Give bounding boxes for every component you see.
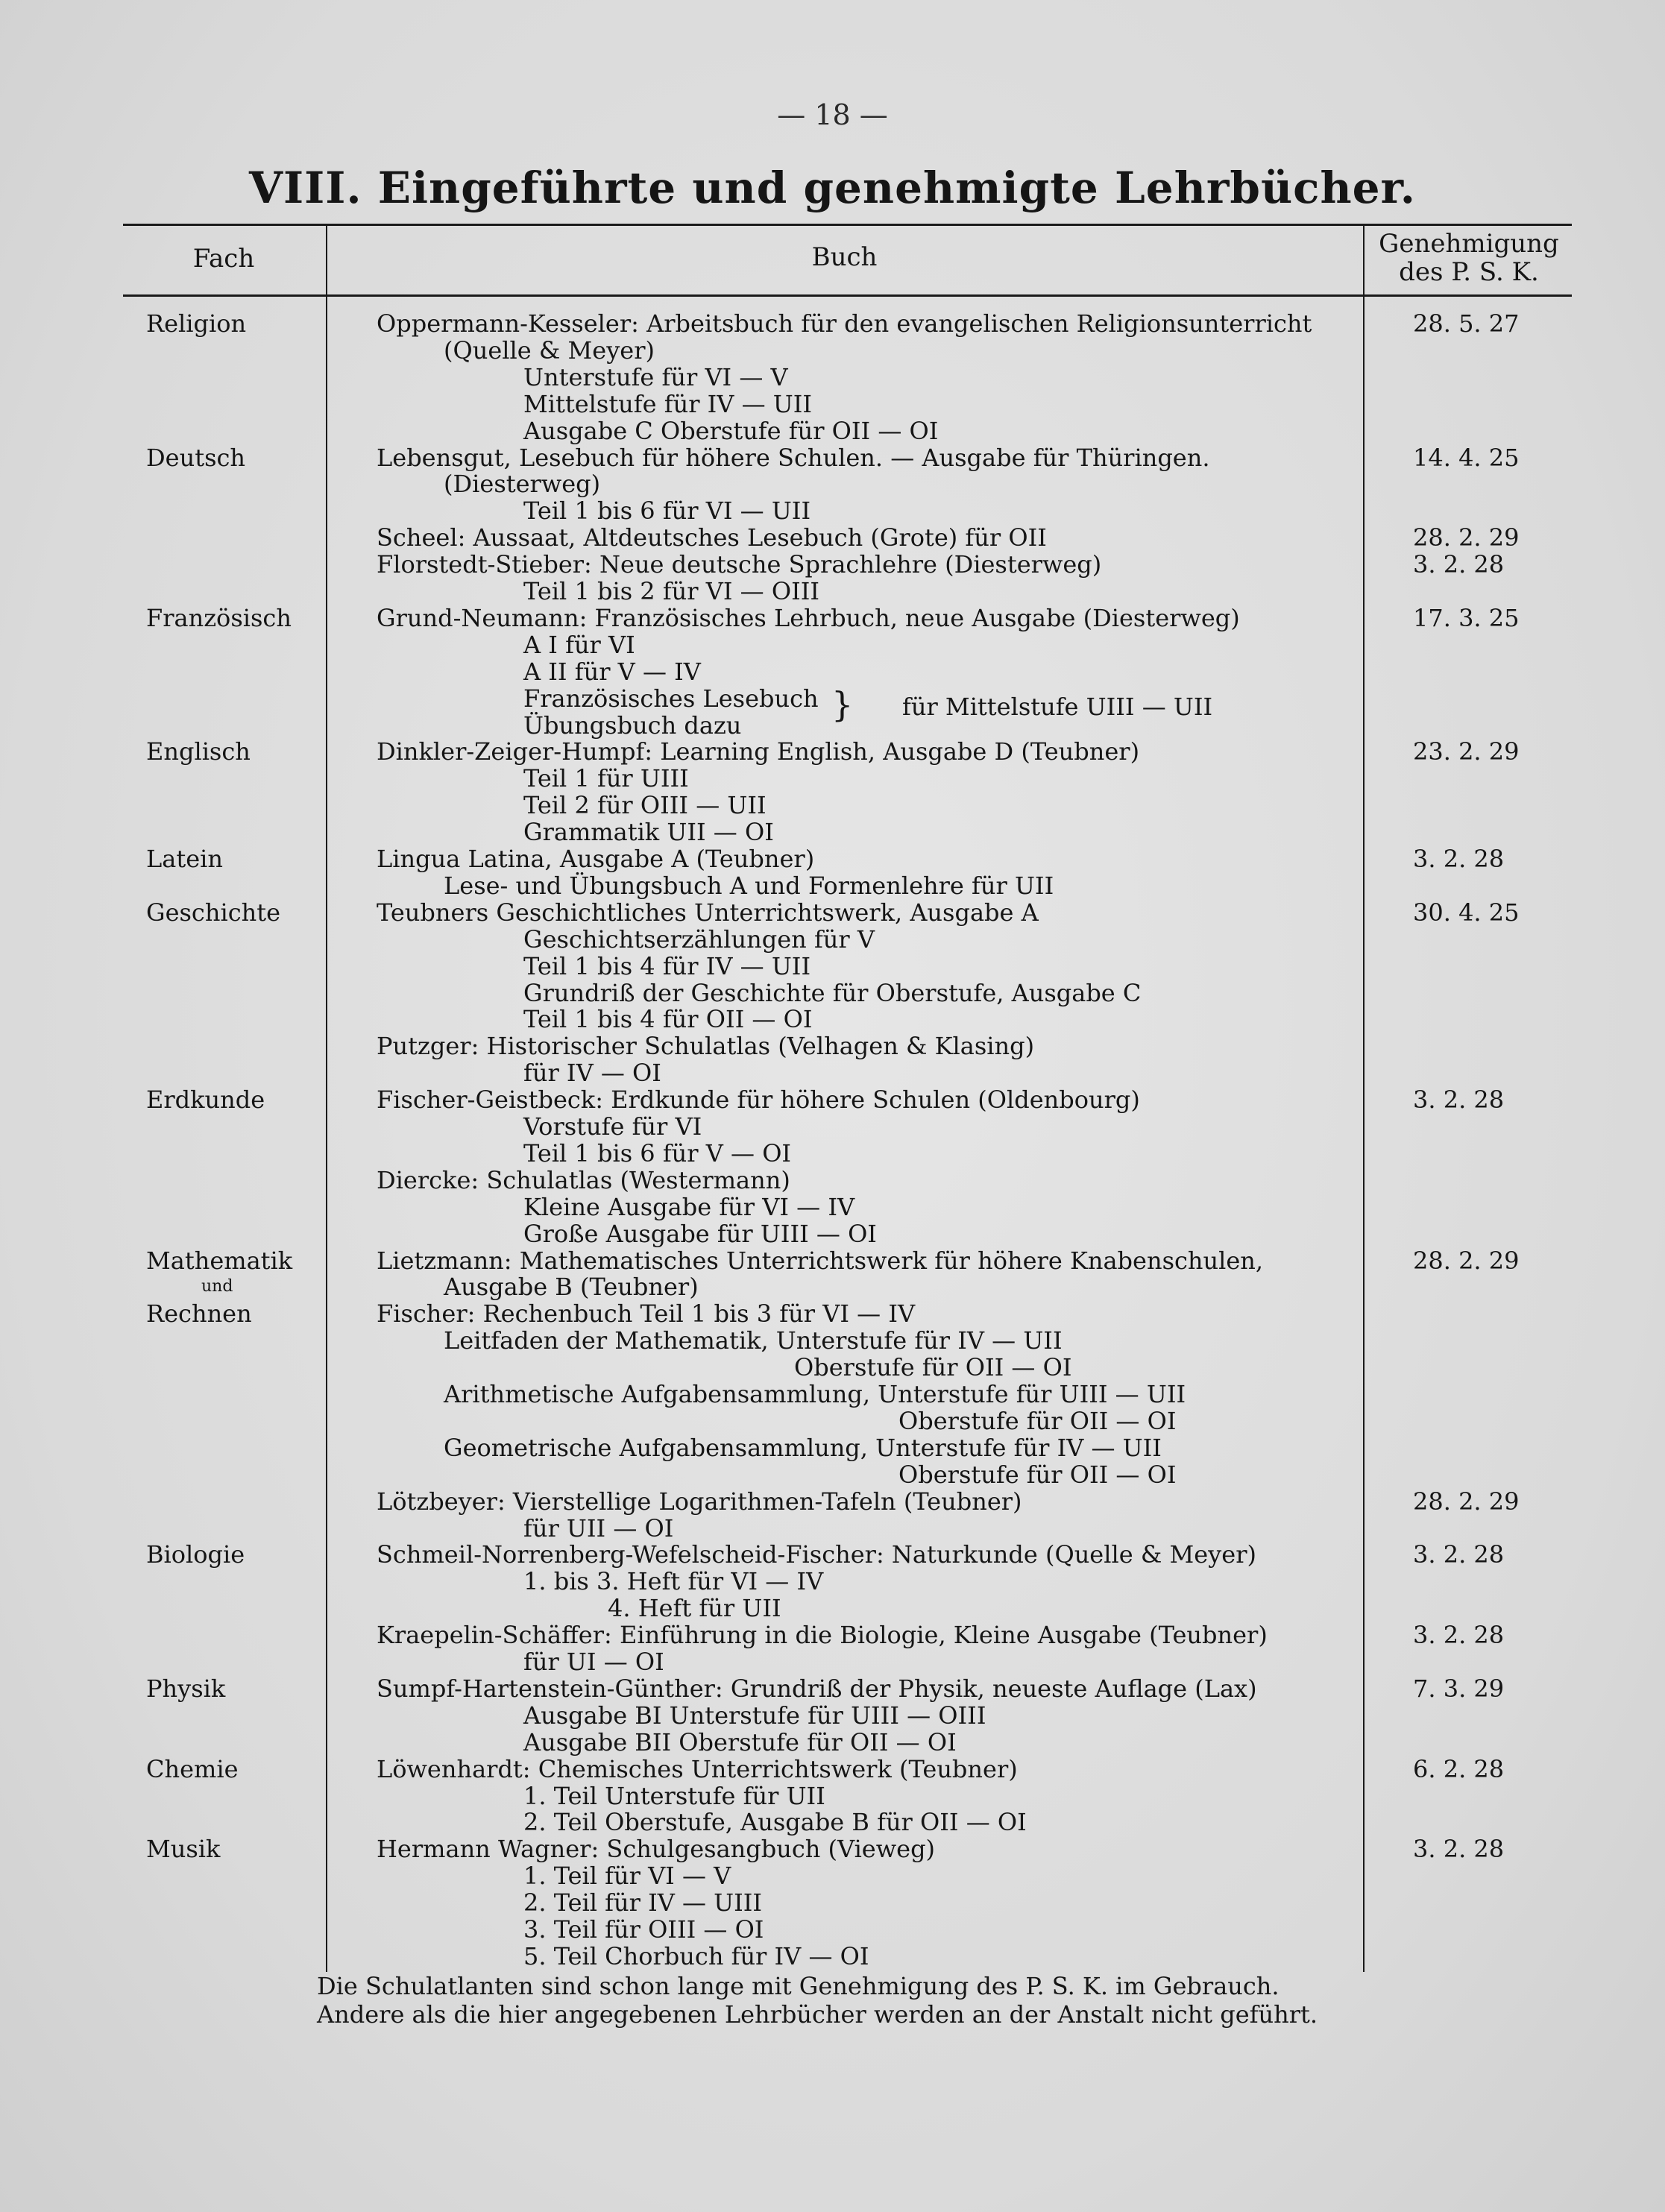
table-row	[0, 1943, 1665, 1970]
book-cell: Löwenhardt: Chemisches Unterrichtswerk (Teubner)	[377, 1755, 1018, 1783]
book-cell: Diercke: Schulatlas (Westermann)	[377, 1166, 790, 1194]
table-row	[0, 417, 1665, 444]
book-cell: 3. Teil für OIII — OI	[523, 1915, 764, 1944]
table-row	[0, 1595, 1665, 1622]
book-cell: Lötzbeyer: Vierstellige Logarithmen-Tafeln (Teubner)	[377, 1487, 1022, 1516]
book-cell: Ausgabe C Oberstufe für OII — OI	[523, 417, 939, 445]
book-cell: Lebensgut, Lesebuch für höhere Schulen. — Ausgabe für Thüringen.	[377, 444, 1210, 472]
header-genehmigung-line1: Genehmigung	[1379, 229, 1559, 259]
subject-cell: Biologie	[146, 1540, 245, 1569]
book-cell: Dinkler-Zeiger-Humpf: Learning English, Ausgabe D (Teubner)	[377, 737, 1140, 766]
book-cell: Unterstufe für VI — V	[523, 363, 788, 391]
book-cell: Teil 1 bis 4 für OII — OI	[523, 1005, 813, 1033]
approval-date-cell: 30. 4. 25	[1413, 898, 1520, 927]
approval-date-cell: 6. 2. 28	[1413, 1755, 1505, 1783]
book-cell: Teil 1 bis 4 für IV — UII	[523, 952, 811, 980]
book-cell: Oberstufe für OII — OI	[898, 1407, 1177, 1435]
book-cell: Geometrische Aufgabensammlung, Unterstufe für IV — UII	[444, 1434, 1162, 1462]
table-row	[0, 1648, 1665, 1675]
table-row	[0, 1381, 1665, 1408]
table-row	[0, 1300, 1665, 1327]
subject-cell: Mathematik	[146, 1247, 293, 1275]
book-cell: 1. Teil für VI — V	[523, 1862, 731, 1890]
book-cell: Französisches Lesebuch	[523, 684, 819, 713]
header-fach: Fach	[192, 244, 255, 274]
book-cell: Arithmetische Aufgabensammlung, Unterstufe für UIII — UII	[444, 1380, 1186, 1408]
table-row	[0, 1434, 1665, 1461]
table-row	[0, 1220, 1665, 1247]
subject-cell: Französisch	[146, 604, 292, 632]
book-cell: Lietzmann: Mathematisches Unterrichtswerk für höhere Knabenschulen,	[377, 1247, 1264, 1275]
table-row	[0, 953, 1665, 980]
table-row	[0, 551, 1665, 578]
footer-note-1: Die Schulatlanten sind schon lange mit Genehmigung des P. S. K. im Gebrauch.	[317, 1972, 1280, 2000]
table-row	[0, 1515, 1665, 1542]
page-number: — 18 —	[777, 98, 888, 131]
table-row	[0, 310, 1665, 337]
table-row	[0, 1541, 1665, 1568]
book-cell: (Quelle & Meyer)	[444, 336, 655, 365]
table-row	[0, 1756, 1665, 1783]
footer-note-2: Andere als die hier angegebenen Lehrbücher werden an der Anstalt nicht geführt.	[317, 2000, 1318, 2029]
book-cell: Scheel: Aussaat, Altdeutsches Lesebuch (Grote) für OII	[377, 523, 1047, 552]
book-cell: Ausgabe BII Oberstufe für OII — OI	[523, 1728, 957, 1756]
subject-cell: Geschichte	[146, 898, 281, 927]
table-row	[0, 444, 1665, 471]
book-cell: Sumpf-Hartenstein-Günther: Grundriß der Physik, neueste Auflage (Lax)	[377, 1674, 1257, 1703]
table-row	[0, 765, 1665, 792]
approval-date-cell: 3. 2. 28	[1413, 1540, 1505, 1569]
table-row	[0, 1461, 1665, 1488]
table-row	[0, 1033, 1665, 1059]
book-cell: Putzger: Historischer Schulatlas (Velhagen & Klasing)	[377, 1032, 1035, 1060]
book-cell: Leitfaden der Mathematik, Unterstufe für IV — UII	[444, 1326, 1063, 1355]
book-cell: Teubners Geschichtliches Unterrichtswerk, Ausgabe A	[377, 898, 1039, 927]
table-row	[0, 792, 1665, 819]
book-cell: Oberstufe für OII — OI	[794, 1353, 1072, 1381]
table-row	[0, 337, 1665, 364]
book-cell: A I für VI	[523, 631, 635, 659]
table-row	[0, 605, 1665, 631]
table-row	[0, 1140, 1665, 1167]
table-row	[0, 738, 1665, 765]
book-cell: 4. Heft für UII	[608, 1594, 781, 1622]
book-cell: Grund-Neumann: Französisches Lehrbuch, neue Ausgabe (Diesterweg)	[377, 604, 1240, 632]
header-genehmigung-line2: des P. S. K.	[1399, 257, 1539, 287]
book-cell: Große Ausgabe für UIII — OI	[523, 1220, 877, 1248]
table-row	[0, 845, 1665, 872]
approval-date-cell: 28. 2. 29	[1413, 523, 1520, 552]
table-row	[0, 1702, 1665, 1729]
table-row	[0, 1889, 1665, 1916]
table-row	[0, 1408, 1665, 1434]
table-row	[0, 1354, 1665, 1381]
table-row	[0, 364, 1665, 391]
book-cell: Kleine Ausgabe für VI — IV	[523, 1193, 855, 1221]
table-row	[0, 1006, 1665, 1033]
book-cell: Fischer: Rechenbuch Teil 1 bis 3 für VI — IV	[377, 1299, 916, 1328]
book-cell: für UII — OI	[523, 1514, 674, 1543]
approval-date-cell: 23. 2. 29	[1413, 737, 1520, 766]
book-cell: Vorstufe für VI	[523, 1112, 702, 1141]
table-row	[0, 631, 1665, 658]
table-row	[0, 1488, 1665, 1515]
table-row	[0, 1836, 1665, 1862]
table-row	[0, 899, 1665, 926]
book-cell: für UI — OI	[523, 1648, 664, 1676]
table-row	[0, 524, 1665, 551]
book-cell: 2. Teil Oberstufe, Ausgabe B für OII — OI	[523, 1808, 1027, 1836]
book-cell: Lese- und Übungsbuch A und Formenlehre für UII	[444, 872, 1054, 900]
book-cell: Grundriß der Geschichte für Oberstufe, Ausgabe C	[523, 979, 1142, 1007]
book-cell: für IV — OI	[523, 1059, 661, 1087]
table-row	[0, 1862, 1665, 1889]
book-cell: 5. Teil Chorbuch für IV — OI	[523, 1942, 869, 1970]
approval-date-cell: 3. 2. 28	[1413, 550, 1505, 579]
book-cell: Kraepelin-Schäffer: Einführung in die Biologie, Kleine Ausgabe (Teubner)	[377, 1621, 1268, 1649]
subject-cell: Latein	[146, 845, 223, 873]
book-cell: Oppermann-Kesseler: Arbeitsbuch für den evangelischen Religionsunterricht	[377, 309, 1312, 338]
approval-date-cell: 3. 2. 28	[1413, 1835, 1505, 1863]
subject-cell: Erdkunde	[146, 1085, 265, 1114]
subject-cell: Deutsch	[146, 444, 246, 472]
book-cell: Teil 2 für OIII — UII	[523, 791, 767, 819]
book-cell: A II für V — IV	[523, 658, 701, 686]
approval-date-cell: 7. 3. 29	[1413, 1674, 1505, 1703]
table-row	[0, 1568, 1665, 1595]
brace-text: für Mittelstufe UIII — UII	[902, 693, 1213, 721]
approval-date-cell: 17. 3. 25	[1413, 604, 1520, 632]
table-row	[0, 1167, 1665, 1194]
book-cell: Teil 1 bis 6 für VI — UII	[523, 497, 811, 525]
approval-date-cell: 28. 2. 29	[1413, 1487, 1520, 1516]
table-row	[0, 980, 1665, 1006]
header-buch: Buch	[811, 242, 878, 272]
table-row	[0, 1916, 1665, 1943]
table-row	[0, 1194, 1665, 1220]
book-cell: Schmeil-Norrenberg-Wefelscheid-Fischer: Naturkunde (Quelle & Meyer)	[377, 1540, 1256, 1569]
table-row	[0, 1783, 1665, 1809]
brace-symbol: }	[831, 684, 854, 725]
book-cell: Fischer-Geistbeck: Erdkunde für höhere Schulen (Oldenbourg)	[377, 1085, 1140, 1114]
table-row	[0, 497, 1665, 524]
book-cell: 1. bis 3. Heft für VI — IV	[523, 1567, 824, 1595]
book-cell: Teil 1 für UIII	[523, 764, 689, 793]
book-cell: 2. Teil für IV — UIII	[523, 1888, 763, 1917]
approval-date-cell: 28. 5. 27	[1413, 309, 1520, 338]
book-cell: Ausgabe BI Unterstufe für UIII — OIII	[523, 1701, 986, 1730]
book-cell: Teil 1 bis 6 für V — OI	[523, 1139, 792, 1168]
page-title: VIII. Eingeführte und genehmigte Lehrbücher.	[249, 163, 1416, 213]
subject-cell: Rechnen	[146, 1299, 252, 1328]
table-row	[0, 391, 1665, 417]
approval-date-cell: 3. 2. 28	[1413, 845, 1505, 873]
table-row	[0, 1675, 1665, 1702]
book-cell: Florstedt-Stieber: Neue deutsche Sprachlehre (Diesterweg)	[377, 550, 1102, 579]
book-cell: Lingua Latina, Ausgabe A (Teubner)	[377, 845, 815, 873]
table-row	[0, 470, 1665, 497]
table-row	[0, 1273, 1665, 1300]
book-cell: Hermann Wagner: Schulgesangbuch (Vieweg)	[377, 1835, 936, 1863]
subject-cell: Chemie	[146, 1755, 239, 1783]
table-row	[0, 1059, 1665, 1086]
subject-cell: Musik	[146, 1835, 221, 1863]
table-row	[0, 819, 1665, 845]
book-cell: Ausgabe B (Teubner)	[444, 1273, 699, 1301]
table-header-rule	[123, 294, 1572, 297]
table-row	[0, 1086, 1665, 1113]
table-row	[0, 926, 1665, 953]
table-row	[0, 578, 1665, 605]
book-cell: Mittelstufe für IV — UII	[523, 390, 812, 418]
subject-cell: Religion	[146, 309, 247, 338]
approval-date-cell: 28. 2. 29	[1413, 1247, 1520, 1275]
table-row	[0, 1622, 1665, 1648]
subject-cell: Englisch	[146, 737, 251, 766]
table-row	[0, 1729, 1665, 1756]
table-top-rule	[123, 224, 1572, 226]
book-cell: (Diesterweg)	[444, 470, 601, 498]
book-cell: Teil 1 bis 2 für VI — OIII	[523, 577, 819, 605]
table-row	[0, 1247, 1665, 1274]
subject-connector: und	[201, 1277, 233, 1296]
table-row	[0, 1809, 1665, 1836]
book-cell: Übungsbuch dazu	[523, 711, 742, 740]
table-row	[0, 872, 1665, 899]
approval-date-cell: 14. 4. 25	[1413, 444, 1520, 472]
header-genehmigung	[1366, 230, 1572, 286]
book-cell: Grammatik UII — OI	[523, 818, 774, 846]
subject-cell: Physik	[146, 1674, 226, 1703]
book-cell: Oberstufe für OII — OI	[898, 1461, 1177, 1489]
table-row	[0, 1113, 1665, 1140]
approval-date-cell: 3. 2. 28	[1413, 1621, 1505, 1649]
book-cell: 1. Teil Unterstufe für UII	[523, 1782, 825, 1810]
approval-date-cell: 3. 2. 28	[1413, 1085, 1505, 1114]
book-cell: Geschichtserzählungen für V	[523, 925, 875, 954]
table-row	[0, 1327, 1665, 1354]
